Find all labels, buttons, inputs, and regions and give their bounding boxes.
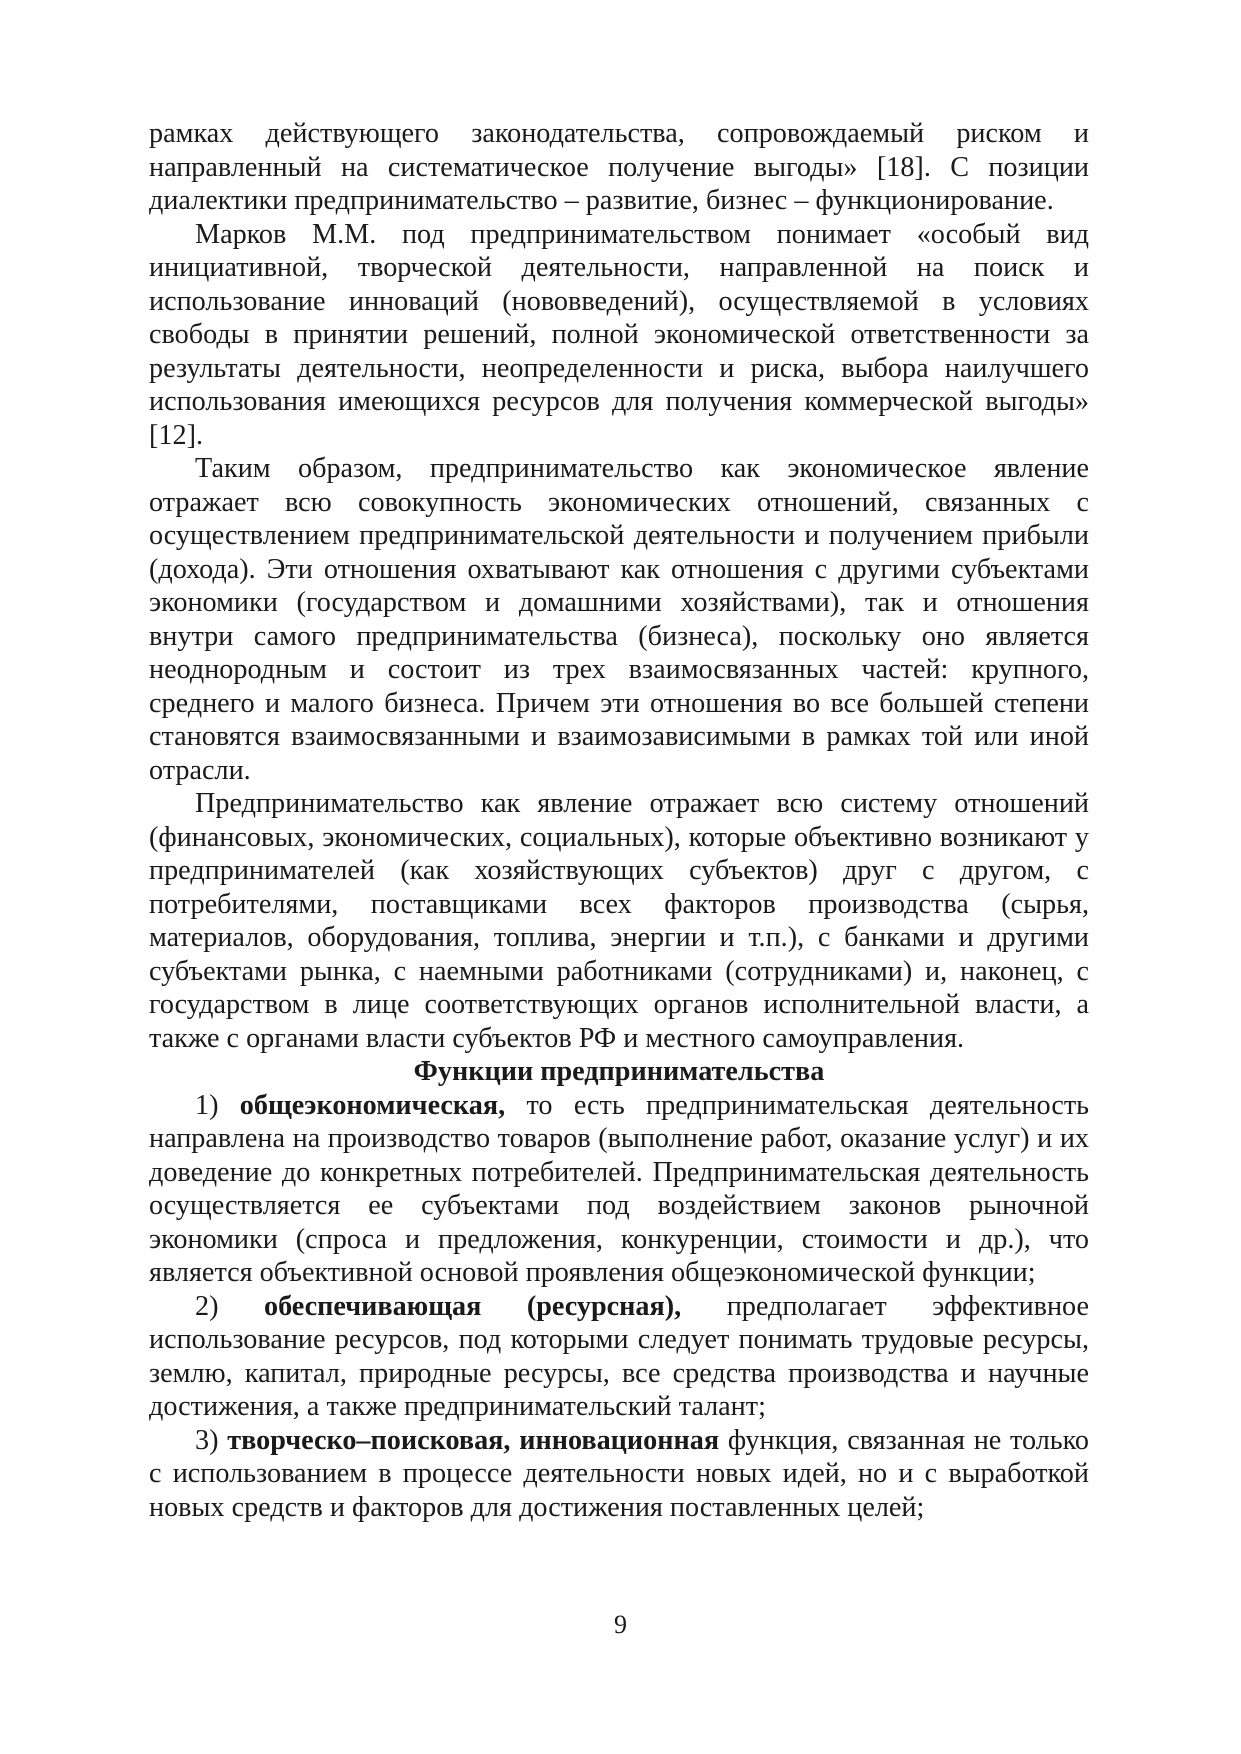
paragraph-3: Таким образом, предпринимательство как экономическое явление отражает всю совокупность экономических отношений, связанных с осуществлением предпринимательской деятельности и получением прибыли (дохода). Эти отношения охватывают как отношения с другими субъектами экономики (государством и домашними хозяйствами), так и отношения внутри самого предпринимательства (бизнеса), поскольку оно является неоднородным и состоит из трех взаимосвязанных частей: крупного, среднего и малого бизнеса. Причем эти отношения во все большей степени становятся взаимосвязанными и взаимозависимыми в рамках той или иной отрасли. xyxy=(149,453,1089,786)
section-heading: Функции предпринимательства xyxy=(413,1056,825,1087)
paragraph-1: рамках действующего законодательства, сопровождаемый риском и направленный на систематическое получение выгоды» [18]. С позиции диалектики предпринимательство – развитие, бизнес – функционирование. xyxy=(149,118,1089,216)
function-item-1 xyxy=(149,1089,1089,1290)
function-term: общеэкономическая, xyxy=(239,1089,506,1121)
function-text: то есть предпринимательская деятельность направлена на производство товаров (выполнение работ, оказание услуг) и их доведение до конкретных потребителей. Предпринимательская деятельность осуществляется ее субъектами под воздействием законов рыночной экономики (спроса и предложения, конкуренции, стоимости и др.), что является объективной основой проявления общеэкономической функции; xyxy=(149,1089,1089,1288)
paragraph-4: Предпринимательство как явление отражает всю систему отношений (финансовых, экономических, социальных), которые объективно возникают у предпринимателей (как хозяйствующих субъектов) друг с другом, с потребителями, поставщиками всех факторов производства (сырья, материалов, оборудования, топлива, энергии и т.п.), с банками и другими субъектами рынка, с наемными работниками (сотрудниками) и, наконец, с государством в лице соответствующих органов исполнительной власти, а также с органами власти субъектов РФ и местного самоуправления. xyxy=(149,788,1089,1054)
function-text: функция, связанная не только с использованием в процессе деятельности новых идей, но и с выработкой новых средств и факторов для достижения поставленных целей; xyxy=(149,1424,1089,1523)
function-item-2 xyxy=(149,1290,1089,1424)
function-number: 3) xyxy=(195,1424,219,1456)
function-number: 1) xyxy=(195,1089,219,1121)
page-number: 9 xyxy=(614,1610,627,1639)
page-body xyxy=(149,117,1089,1524)
function-number: 2) xyxy=(195,1290,219,1322)
function-text: предполагает эффективное использование ресурсов, под которыми следует понимать трудовые ресурсы, землю, капитал, природные ресурсы, все средства производства и научные достижения, а также предпринимательский талант; xyxy=(149,1290,1090,1422)
function-term: обеспечивающая (ресурсная), xyxy=(263,1290,682,1322)
function-item-3 xyxy=(149,1424,1089,1525)
paragraph-2: Марков М.М. под предпринимательством понимает «особый вид инициативной, творческой деятельности, направленной на поиск и использование инноваций (нововведений), осуществляемой в условиях свободы в принятии решений, полной экономической ответственности за результаты деятельности, неопределенности и риска, выбора наилучшего использования имеющихся ресурсов для получения коммерческой выгоды» [12]. xyxy=(149,218,1089,451)
function-term: творческо–поисковая, инновационная xyxy=(227,1424,720,1456)
